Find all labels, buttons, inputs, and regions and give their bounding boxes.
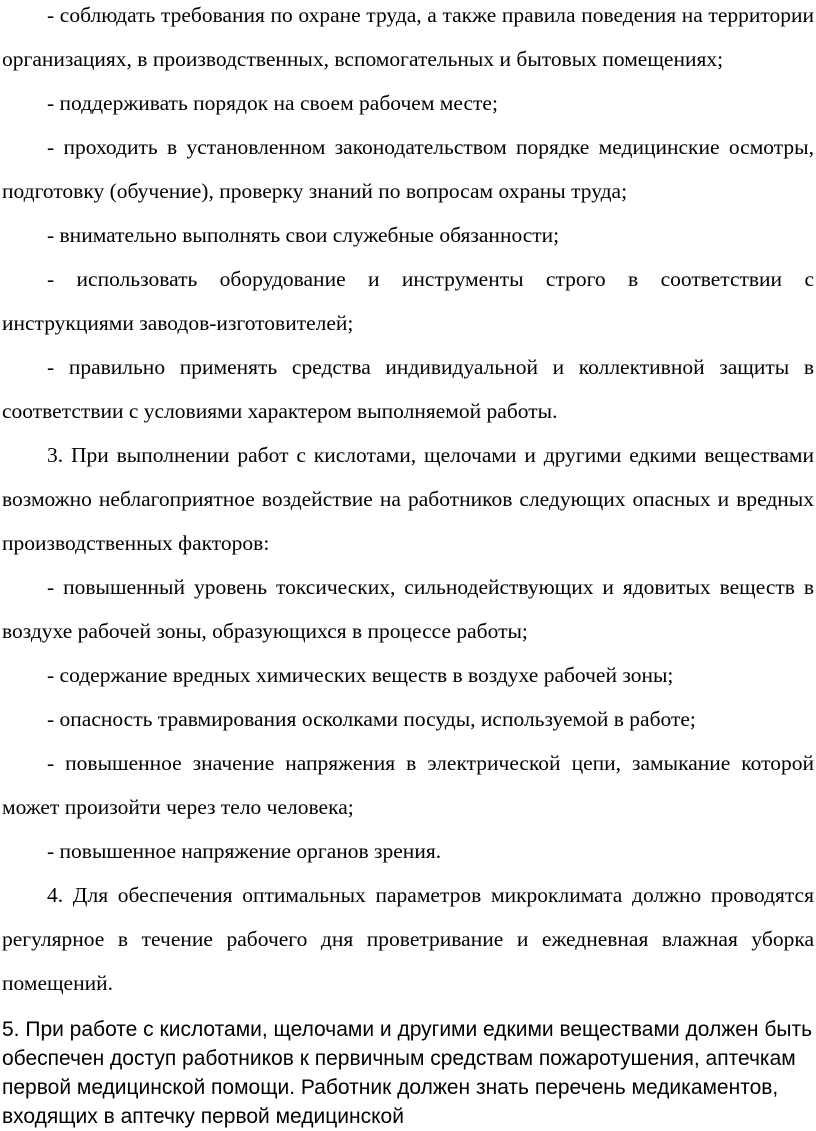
paragraph-section-4: 4. Для обеспечения оптимальных параметров микроклимата должно проводятся регулярное в течение рабочего дня проветривание и ежедневная влажная уборка помещений.	[2, 883, 814, 995]
paragraph-toxic-substances: - повышенный уровень токсических, сильнодействующих и ядовитых веществ в воздухе рабочей зоны, образующихся в процессе работы;	[2, 575, 814, 643]
paragraph-section-5: 5. При работе с кислотами, щелочами и другими едкими веществами должен быть обеспечен доступ работников к первичным средствам пожаротушения, аптечкам первой медицинской помощи. Работник должен знать перечень медикаментов, входящих в аптечку первой медицинской	[2, 1018, 813, 1128]
paragraph-section-3: 3. При выполнении работ с кислотами, щелочами и другими едкими веществами возможно неблагоприятное воздействие на работников следующих опасных и вредных производственных факторов:	[2, 443, 814, 555]
paragraph-requirement-labor-safety: - соблюдать требования по охране труда, а также правила поведения на территории организациях, в производственных, вспомогательных и бытовых помещениях;	[2, 3, 814, 71]
paragraph-eye-strain: - повышенное напряжение органов зрения.	[47, 839, 442, 863]
paragraph-harmful-chemicals: - содержание вредных химических веществ в воздухе рабочей зоны;	[47, 663, 674, 687]
paragraph-protective-equipment: - правильно применять средства индивидуальной и коллективной защиты в соответствии с условиями характером выполняемой работы.	[2, 355, 814, 423]
paragraph-medical-checks: - проходить в установленном законодательством порядке медицинские осмотры, подготовку (обучение), проверку знаний по вопросам охраны труда;	[2, 135, 814, 203]
paragraph-glass-injury: - опасность травмирования осколками посуды, используемой в работе;	[47, 707, 696, 731]
paragraph-workplace-order: - поддерживать порядок на своем рабочем месте;	[47, 91, 498, 115]
document-page	[2, 0, 814, 1131]
paragraph-equipment-usage: - использовать оборудование и инструменты строго в соответствии с инструкциями заводов-изготовителей;	[2, 267, 814, 335]
paragraph-duties: - внимательно выполнять свои служебные обязанности;	[47, 223, 560, 247]
paragraph-electrical-hazard: - повышенное значение напряжения в электрической цепи, замыкание которой может произойти через тело человека;	[2, 751, 814, 819]
